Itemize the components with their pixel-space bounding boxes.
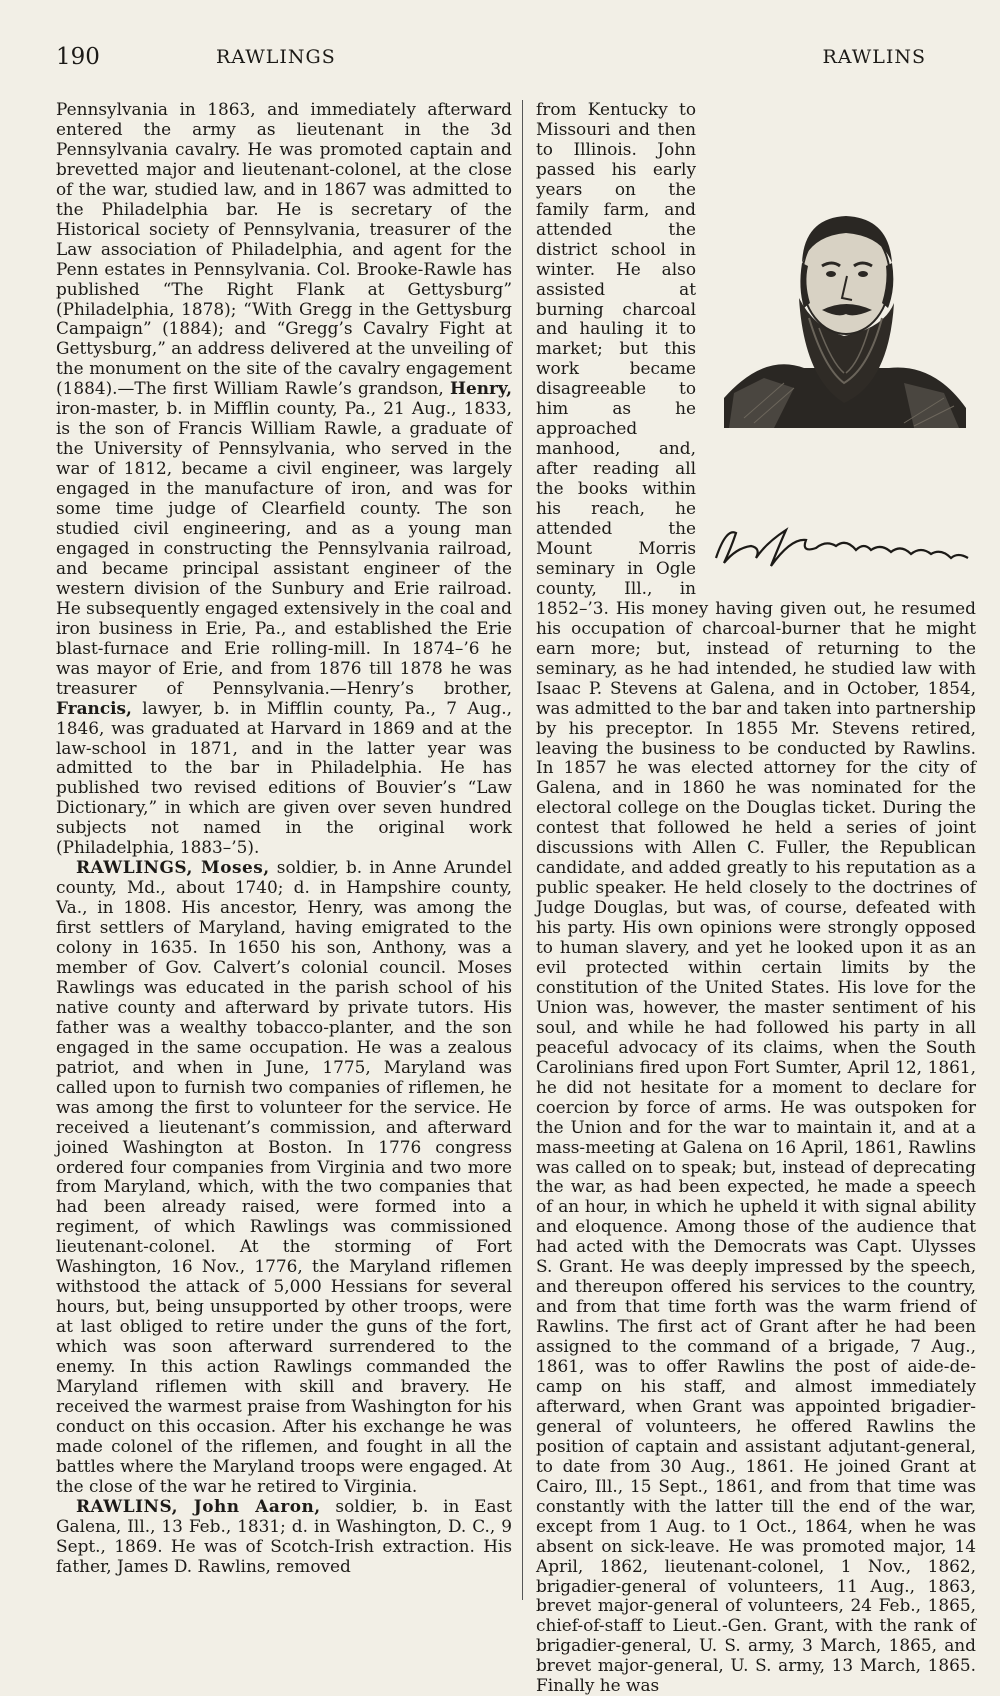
page-header xyxy=(56,44,956,74)
portrait-figure xyxy=(704,178,976,580)
name-francis: Francis, xyxy=(56,697,132,718)
text-run: lawyer, b. in Mifflin county, Pa., 7 Aug., 1846, was graduated at Harvard in 1869 and at the law-school in 1871, and in the latter year was admitted to the bar in Philadelphia. He has published two revised editions of Bouvier’s “Law Dictionary,” in which are given over seven hundred subjects not named in the original work (Philadelphia, 1883–’5). xyxy=(56,697,512,858)
name-henry: Henry, xyxy=(450,378,512,399)
running-head-right: RAWLINS xyxy=(822,46,926,68)
right-column xyxy=(536,100,976,1696)
entry-rawlings-moses xyxy=(56,858,512,1497)
paragraph-rawle-continued xyxy=(56,100,512,858)
entry-rawlins-john xyxy=(56,1497,512,1577)
entry-rawlins-continued: from Kentucky to Missouri and then to Illinois. John passed his early years on the family farm, and attended the district school in winter. He also assisted at burning charcoal and hauling it to market; but this work became disagreeable to him as he approached manhood, and, after reading all the books within his reach, he attended the Mount Morris seminary in Ogle county, Ill., in 1852–’3. His money having given out, he resumed his occupation of charcoal-burner that he might earn more; but, instead of returning to the seminary, as he had intended, he studied law with Isaac P. Stevens at Galena, and in October, 1854, was admitted to the bar and taken into partnership by his preceptor. In 1855 Mr. Stevens retired, leaving the business to be conducted by Rawlins. In 1857 he was elected attorney for the city of Galena, and in 1860 he was nominated for the electoral college on the Douglas ticket. During the contest that followed he held a series of joint discussions with Allen C. Fuller, the Republican candidate, and added greatly to his reputation as a public speaker. He held closely to the doctrines of Judge Douglas, but was, of course, defeated with his party. His own opinions were strongly opposed to human slavery, and yet he looked upon it as an evil protected within certain limits by the constitution of the United States. His love for the Union was, however, the master sentiment of his soul, and while he had followed his party in all peaceful advocacy of its claims, when the South Carolinians fired upon Fort Sumter, April 12, 1861, he did not hesitate for a moment to declare for coercion by force of arms. He was outspoken for the Union and for the war to maintain it, and at a mass-meeting at Galena on 16 April, 1861, Rawlins was called on to speak; but, instead of deprecating the war, as had been expected, he made a speech of an hour, in which he upheld it with signal ability and eloquence. Among those of the audience that had acted with the Democrats was Capt. Ulysses S. Grant. He was deeply impressed by the speech, and thereupon offered his services to the country, and from that time forth was the warm friend of Rawlins. The first act of Grant after he had been assigned to the command of a brigade, 7 Aug., 1861, was to offer Rawlins the post of aide-de-camp on his staff, and almost immediately afterward, when Grant was appointed brigadier-general of volunteers, he offered Rawlins the position of captain and assistant adjutant-general, to date from 30 Aug., 1861. He joined Grant at Cairo, Ill., 15 Sept., 1861, and from that time was constantly with the latter till the end of the war, except from 1 Aug. to 1 Oct., 1864, when he was absent on sick-leave. He was promoted major, 14 April, 1862, lieutenant-colonel, 1 Nov., 1862, brigadier-general of volunteers, 11 Aug., 1863, brevet major-general of volunteers, 24 Feb., 1865, chief-of-staff to Lieut.-Gen. Grant, with the rank of brigadier-general, U. S. army, 3 March, 1865, and brevet major-general, U. S. army, 13 March, 1865. Finally he was xyxy=(536,99,976,1696)
left-column xyxy=(56,100,512,1577)
running-head-left: RAWLINGS xyxy=(216,46,336,68)
signature-drawing xyxy=(706,518,976,578)
entry-heading: RAWLINS, John Aaron, xyxy=(76,1495,321,1516)
entry-body: soldier, b. in Anne Arundel county, Md., about 1740; d. in Hampshire county, Va., in 1808. His ancestor, Henry, was among the first settlers of Maryland, having emigrated to the colony in 1635. In 1650 his son, Anthony, was a member of Gov. Calvert’s colonial council. Moses Rawlings was educated in the parish school of his native county and afterward by private tutors. His father was a wealthy tobacco-planter, and the son engaged in the same occupation. He was a zealous patriot, and when in June, 1775, Maryland was called upon to furnish two companies of riflemen, he was among the first to volunteer for the service. He received a lieutenant’s commission, and afterward joined Washington at Boston. In 1776 congress ordered four companies from Virginia and two more from Maryland, which, with the two companies that had been already raised, were formed into a regiment, of which Rawlings was commissioned lieutenant-colonel. At the storming of Fort Washington, 16 Nov., 1776, the Maryland riflemen withstood the attack of 5,000 Hessians for several hours, but, being unsupported by other troops, were at last obliged to retire under the guns of the fort, which was soon afterward surrendered to the enemy. In this action Rawlings commanded the Maryland riflemen with skill and bravery. He received the warmest praise from Washington for his conduct on this occasion. After his exchange he was made colonel of the riflemen, and fought in all the battles where the Maryland troops were engaged. At the close of the war he retired to Virginia. xyxy=(56,857,513,1496)
portrait-engraving xyxy=(704,178,976,518)
page-number: 190 xyxy=(56,44,100,70)
column-divider xyxy=(522,100,523,1600)
text-run: Pennsylvania in 1863, and immediately afterward entered the army as lieutenant in the 3d Pennsylvania cavalry. He was promoted captain and brevetted major and lieutenant-colonel, at the close of the war, studied law, and in 1867 was admitted to the Philadelphia bar. He is secretary of the Historical society of Pennsylvania, treasurer of the Law association of Philadelphia, and agent for the Penn estates in Pennsylvania. Col. Brooke-Rawle has published “The Right Flank at Gettysburg” (Philadelphia, 1878); “With Gregg in the Gettysburg Campaign” (1884); and “Gregg’s Cavalry Fight at Gettysburg,” an address delivered at the unveiling of the monument on the site of the cavalry engagement (1884).—The first William Rawle’s grandson, xyxy=(56,99,512,399)
signature xyxy=(706,518,976,578)
entry-heading: RAWLINGS, Moses, xyxy=(76,857,270,878)
entry-body: soldier, b. in East Galena, Ill., 13 Feb., 1831; d. in Washington, D. C., 9 Sept., 1869. He was of Scotch-Irish extraction. His father, James D. Rawlins, removed xyxy=(56,1495,512,1576)
text-run: iron-master, b. in Mifflin county, Pa., 21 Aug., 1833, is the son of Francis William Rawle, a graduate of the University of Pennsylvania, who served in the war of 1812, became a civil engineer, was largely engaged in the manufacture of iron, and was for some time judge of Clearfield county. The son studied civil engineering, and as a young man engaged in constructing the Pennsylvania railroad, and became principal assistant engineer of the western division of the Sunbury and Erie railroad. He subsequently engaged extensively in the coal and iron business in Erie, Pa., and established the Erie blast-furnace and Erie rolling-mill. In 1874–’6 he was mayor of Erie, and from 1876 till 1878 he was treasurer of Pennsylvania.—Henry’s brother, xyxy=(56,398,512,698)
